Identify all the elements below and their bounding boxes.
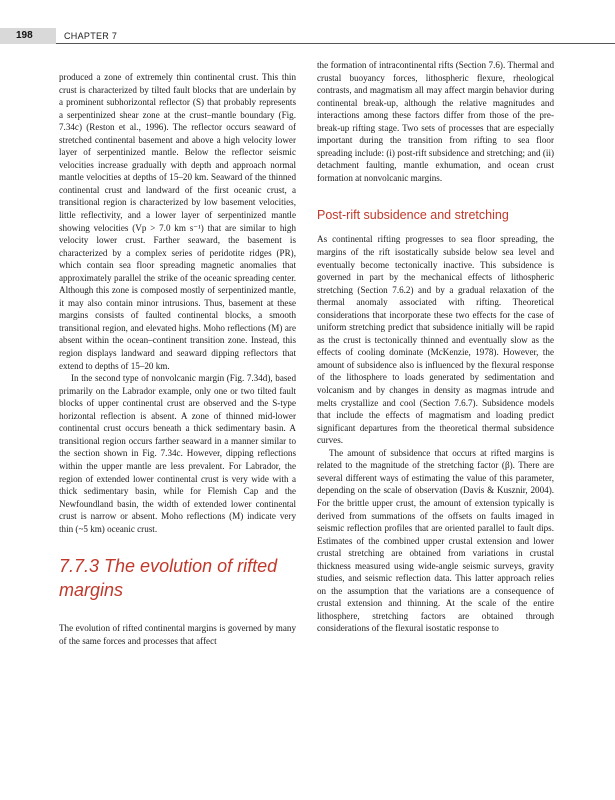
page-header (0, 28, 615, 44)
section-heading: 7.7.3 The evolution of rifted margins (59, 556, 278, 601)
subsection-heading: Post-rift subsidence and stretching (317, 208, 509, 223)
left-paragraph-2: In the second type of nonvolcanic margin (Fig. 7.34d), based primarily on the Labrador example, only one or two tilted fault blocks of upper continental crust are observed and the S-type horizontal reflection is absent. A zone of thinned mid-lower continental crust occurs beneath a thick sedimentary basin. A transitional region occurs farther seaward in a manner similar to the section shown in Fig. 7.34c. However, dipping reflections within the upper mantle are less prevalent. For Labrador, the region of extended lower continental crust is very wide with a thick sedimentary basin, while for Flemish Cap and the Newfoundland basin, the width of extended lower continental crust is narrow or absent. Moho reflections (M) indicate very thin (~5 km) oceanic crust. (59, 373, 296, 534)
right-column (317, 59, 554, 635)
left-paragraph-3: The evolution of rifted continental margins is governed by many of the same forces and processes that affect (59, 623, 296, 646)
left-paragraph-1: produced a zone of extremely thin continental crust. This thin crust is characterized by tilted fault blocks that are underlain by a prominent subhorizontal reflector (S) that probably represents a serpentinized shear zone at the crust–mantle boundary (Fig. 7.34c) (Reston et al., 1996). The reflector occurs seaward of stretched continental basement and above a high velocity lower layer of serpentinized mantle. Below the reflector seismic velocities increase gradually with depth and approach normal mantle velocities at depths of 15–20 km. Seaward of the thinned continental crust and landward of the first oceanic crust, a transitional region is characterized by low basement velocities, little reflectivity, and a lower layer of serpentinized mantle showing velocities (Vp > 7.0 km s⁻¹) that are similar to high velocity lower crust. Farther seaward, the basement is characterized by a complex series of peridotite ridges (PR), which contain sea floor spreading magnetic anomalies that approximately parallel the strike of the oceanic spreading center. Although this zone is composed mostly of serpentinized mantle, it may also contain minor intrusions. Thus, basement at these margins consists of faulted continental blocks, a smooth transitional region, and elevated highs. Moho reflections (M) are absent within the ocean–continent transition zone. Instead, this region displays landward and seaward dipping reflectors that extend to depths of 15–20 km. (59, 72, 296, 371)
right-paragraph-2: As continental rifting progresses to sea floor spreading, the margins of the rift isostatically subside below sea level and eventually become tectonically inactive. This subsidence is governed in part by the mechanical effects of lithospheric stretching (Section 7.6.2) and by a gradual relaxation of the thermal anomaly associated with rifting. Theoretical considerations that incorporate these two effects for the case of uniform stretching predict that subsidence initially will be rapid as the crust is tectonically thinned and eventually slow as the effects of cooling dominate (McKenzie, 1978). However, the amount of subsidence also is influenced by the flexural response of the lithosphere to loads generated by sedimentation and volcanism and by changes in density as magmas intrude and melts crystallize and cool (Section 7.6.7). Subsidence models that include the effects of magmatism and loading predict significant departures from the theoretical thermal subsidence curves. (317, 234, 554, 446)
header-rule (56, 43, 615, 44)
left-column (59, 71, 296, 647)
page-number-box (0, 28, 56, 44)
page-number: 198 (16, 30, 33, 41)
right-paragraph-1: the formation of intracontinental rifts (Section 7.6). Thermal and crustal buoyancy forces, lithospheric flexure, rheological contrasts, and magmatism all may affect margin behavior during continental break-up, although the relative magnitudes and interactions among these factors differ from those of the pre-break-up rifting stage. Two sets of processes that are especially important during the transition from rifting to sea floor spreading include: (i) post-rift subsidence and stretching; and (ii) detachment faulting, mantle exhumation, and ocean crust formation at nonvolcanic margins. (317, 60, 554, 183)
running-head: CHAPTER 7 (64, 31, 118, 41)
right-paragraph-3: The amount of subsidence that occurs at rifted margins is related to the magnitude of the stretching factor (β). There are several different ways of estimating the value of this parameter, depending on the scale of observation (Davis & Kusznir, 2004). For the brittle upper crust, the amount of extension typically is derived from summations of the offsets on faults imaged in seismic reflection profiles that are oriented parallel to fault dips. Estimates of the combined upper crustal extension and lower crustal stretching are obtained from variations in crustal thickness measured using wide-angle seismic surveys, gravity studies, and seismic reflection data. This latter approach relies on the assumption that the variations are a consequence of crustal extension and thinning. At the scale of the entire lithosphere, stretching factors are obtained through considerations of the flexural isostatic response to (317, 447, 554, 634)
